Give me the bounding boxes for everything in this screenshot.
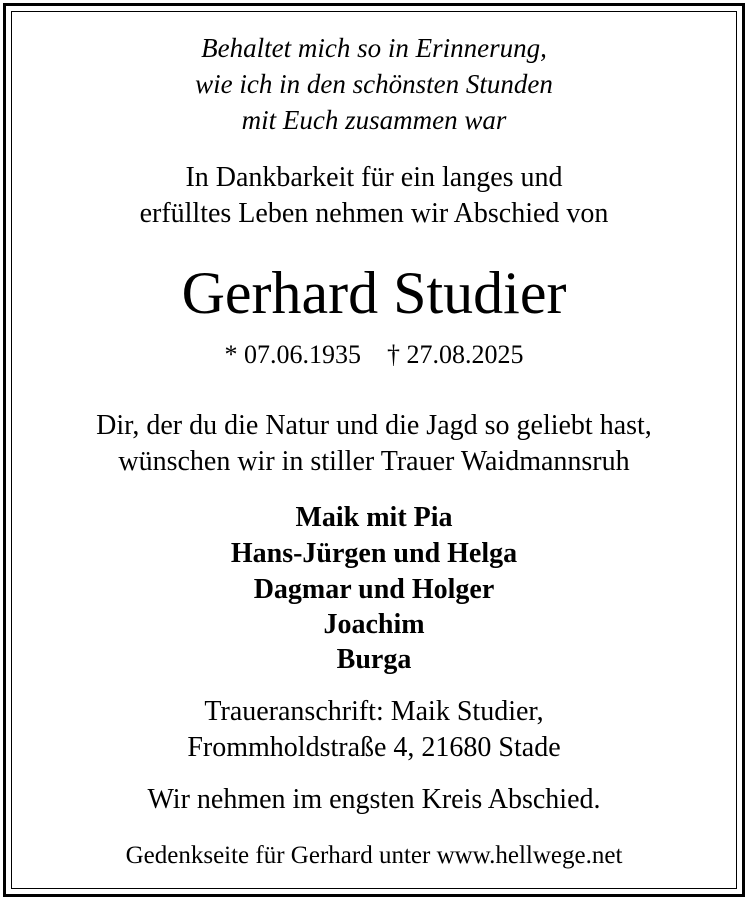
farewell-note: Wir nehmen im engsten Kreis Abschied. <box>147 784 601 815</box>
dedication-line-1: Dir, der du die Natur und die Jagd so geliebt hast, <box>96 410 652 441</box>
mourner-name: Joachim <box>323 609 425 640</box>
mourner-name: Hans-Jürgen und Helga <box>230 538 518 569</box>
life-dates <box>0 338 748 372</box>
death-date: † 27.08.2025 <box>387 340 524 369</box>
quote-line-3: mit Euch zusammen war <box>241 105 507 135</box>
quote-line-1: Behaltet mich so in Erinnerung, <box>201 33 547 63</box>
dedication-line-2: wünschen wir in stiller Trauer Waidmannsruh <box>118 446 630 477</box>
deceased-name: Gerhard Studier <box>181 260 567 326</box>
mourner-name: Maik mit Pia <box>295 502 453 533</box>
mourner-name: Dagmar und Holger <box>253 574 495 605</box>
memorial-page-note: Gedenkseite für Gerhard unter www.hellwege.net <box>125 842 623 869</box>
mourner-name: Burga <box>336 644 412 675</box>
address-line-1: Traueranschrift: Maik Studier, <box>204 696 544 727</box>
intro-line-2: erfülltes Leben nehmen wir Abschied von <box>139 198 609 229</box>
address-line-2: Frommholdstraße 4, 21680 Stade <box>187 732 561 763</box>
intro-line-1: In Dankbarkeit für ein langes und <box>185 162 563 193</box>
birth-date: * 07.06.1935 <box>224 340 361 369</box>
quote-line-2: wie ich in den schönsten Stunden <box>195 69 553 99</box>
